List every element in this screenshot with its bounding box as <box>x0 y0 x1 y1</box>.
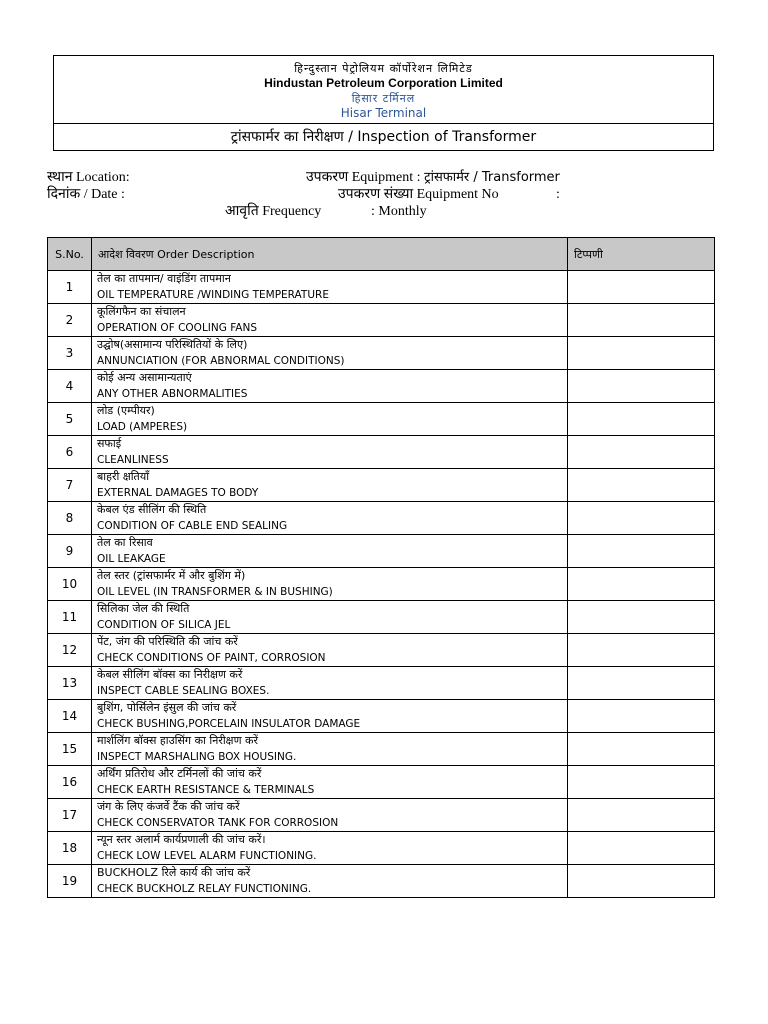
row-description-english: CHECK BUCKHOLZ RELAY FUNCTIONING. <box>97 883 312 895</box>
row-description-hindi: लोड (एम्पीयर) <box>97 404 155 417</box>
row-sno: 17 <box>48 799 92 832</box>
row-remarks-cell[interactable] <box>568 502 715 535</box>
row-description-english: LOAD (AMPERES) <box>97 421 188 433</box>
row-description <box>92 568 568 601</box>
terminal-name-hindi: हिसार टर्मिनल <box>351 92 416 105</box>
row-description-english: OPERATION OF COOLING FANS <box>97 322 257 334</box>
row-description <box>92 271 568 304</box>
row-description-english: ANY OTHER ABNORMALITIES <box>97 388 248 400</box>
table-row <box>48 601 715 634</box>
row-description-english: CONDITION OF CABLE END SEALING <box>97 520 288 532</box>
row-description-hindi: कोई अन्य असामान्यताएं <box>97 371 192 384</box>
row-remarks-cell[interactable] <box>568 799 715 832</box>
row-remarks-cell[interactable] <box>568 469 715 502</box>
row-sno: 14 <box>48 700 92 733</box>
row-description <box>92 436 568 469</box>
row-sno: 1 <box>48 271 92 304</box>
row-description-hindi: सफाई <box>97 437 122 450</box>
row-sno: 12 <box>48 634 92 667</box>
row-description-hindi: केबल एंड सीलिंग की स्थिति <box>97 503 207 516</box>
row-remarks-cell[interactable] <box>568 667 715 700</box>
equipment-no-label: उपकरण संख्या Equipment No <box>338 187 499 202</box>
row-description <box>92 304 568 337</box>
row-remarks-cell[interactable] <box>568 304 715 337</box>
equipment-field <box>306 170 560 186</box>
row-description-hindi: मार्शलिंग बॉक्स हाउसिंग का निरीक्षण करें <box>97 734 258 747</box>
organization-block <box>54 56 713 124</box>
row-description <box>92 469 568 502</box>
form-title: ट्रांसफार्मर का निरीक्षण / Inspection of Transformer <box>230 129 537 145</box>
row-remarks-cell[interactable] <box>568 766 715 799</box>
row-description <box>92 502 568 535</box>
row-description-english: CHECK EARTH RESISTANCE & TERMINALS <box>97 784 315 796</box>
terminal-name-english: Hisar Terminal <box>340 106 427 120</box>
row-remarks-cell[interactable] <box>568 832 715 865</box>
row-description-english: CHECK LOW LEVEL ALARM FUNCTIONING. <box>97 850 317 862</box>
row-description-english: CHECK BUSHING,PORCELAIN INSULATOR DAMAGE <box>97 718 361 730</box>
table-row <box>48 535 715 568</box>
row-description <box>92 766 568 799</box>
row-description-hindi: सिलिका जेल की स्थिति <box>97 602 190 615</box>
row-description-english: CHECK CONSERVATOR TANK FOR CORROSION <box>97 817 339 829</box>
row-sno: 8 <box>48 502 92 535</box>
row-description-hindi: अर्थिंग प्रतिरोध और टर्मिनलों की जांच करें <box>97 767 262 780</box>
row-description-english: OIL LEVEL (IN TRANSFORMER & IN BUSHING) <box>97 586 333 598</box>
header-sno: S.No. <box>48 238 92 271</box>
table-row <box>48 469 715 502</box>
row-description-hindi: बाहरी क्षतियाँ <box>97 470 150 483</box>
row-remarks-cell[interactable] <box>568 601 715 634</box>
row-remarks-cell[interactable] <box>568 700 715 733</box>
row-description-hindi: कूलिंगफैन का संचालन <box>97 305 186 318</box>
row-description-hindi: BUCKHOLZ रिले कार्य की जांच करें <box>97 866 251 879</box>
row-sno: 9 <box>48 535 92 568</box>
table-row <box>48 568 715 601</box>
row-description <box>92 865 568 898</box>
org-name-hindi: हिन्दुस्तान पेट्रोलियम कॉर्पोरेशन लिमिटेड <box>294 62 473 75</box>
row-sno: 18 <box>48 832 92 865</box>
row-sno: 5 <box>48 403 92 436</box>
row-remarks-cell[interactable] <box>568 733 715 766</box>
row-description <box>92 733 568 766</box>
row-sno: 7 <box>48 469 92 502</box>
frequency-value: : Monthly <box>371 204 427 219</box>
table-row <box>48 436 715 469</box>
table-row <box>48 766 715 799</box>
equipment-no-colon: : <box>556 187 560 202</box>
row-remarks-cell[interactable] <box>568 436 715 469</box>
table-row <box>48 304 715 337</box>
row-description-hindi: तेल का रिसाव <box>97 536 153 549</box>
row-description <box>92 370 568 403</box>
row-sno: 4 <box>48 370 92 403</box>
row-description-english: INSPECT MARSHALING BOX HOUSING. <box>97 751 297 763</box>
row-description <box>92 667 568 700</box>
table-header-row <box>48 238 715 271</box>
row-remarks-cell[interactable] <box>568 634 715 667</box>
table-row <box>48 799 715 832</box>
row-description-hindi: उद्घोष(असामान्य परिस्थितियों के लिए) <box>97 338 248 351</box>
row-sno: 10 <box>48 568 92 601</box>
row-description <box>92 337 568 370</box>
row-description-hindi: तेल का तापमान/ वाइंडिंग तापमान <box>97 272 231 285</box>
header-remarks: टिप्पणी <box>568 238 715 271</box>
row-description-hindi: तेल स्तर (ट्रांसफार्मर में और बुशिंग में) <box>97 569 246 582</box>
table-row <box>48 634 715 667</box>
row-sno: 15 <box>48 733 92 766</box>
row-description <box>92 799 568 832</box>
row-description-hindi: जंग के लिए कंजर्वे टैंक की जांच करें <box>97 800 240 813</box>
row-sno: 16 <box>48 766 92 799</box>
row-description-hindi: पेंट, जंग की परिस्थिति की जांच करें <box>97 635 238 648</box>
equipment-value: ट्रांसफार्मर / Transformer <box>424 170 560 185</box>
table-row <box>48 337 715 370</box>
table-row <box>48 700 715 733</box>
location-label: स्थान Location: <box>47 170 130 185</box>
date-label: दिनांक / Date : <box>47 187 125 202</box>
checklist-rows <box>48 271 715 898</box>
table-row <box>48 733 715 766</box>
org-name-english: Hindustan Petroleum Corporation Limited <box>264 76 503 90</box>
table-row <box>48 832 715 865</box>
table-row <box>48 370 715 403</box>
row-description-english: CLEANLINESS <box>97 454 169 466</box>
row-remarks-cell[interactable] <box>568 403 715 436</box>
row-description-english: OIL LEAKAGE <box>97 553 166 565</box>
row-description-english: INSPECT CABLE SEALING BOXES. <box>97 685 270 697</box>
row-description-hindi: केबल सीलिंग बॉक्स का निरीक्षण करें <box>97 668 243 681</box>
row-description-hindi: बुशिंग, पोर्सिलेन इंसुल की जांच करें <box>97 701 237 714</box>
row-description-english: EXTERNAL DAMAGES TO BODY <box>97 487 259 499</box>
table-row <box>48 667 715 700</box>
header-description: आदेश विवरण Order Description <box>92 238 568 271</box>
row-remarks-cell[interactable] <box>568 568 715 601</box>
row-remarks-cell[interactable] <box>568 370 715 403</box>
equipment-label: उपकरण Equipment : <box>306 170 421 185</box>
row-description <box>92 634 568 667</box>
table-row <box>48 865 715 898</box>
row-sno: 19 <box>48 865 92 898</box>
row-remarks-cell[interactable] <box>568 271 715 304</box>
row-sno: 3 <box>48 337 92 370</box>
row-description <box>92 700 568 733</box>
table-row <box>48 502 715 535</box>
row-description-english: OIL TEMPERATURE /WINDING TEMPERATURE <box>97 289 329 301</box>
row-description <box>92 832 568 865</box>
table-row <box>48 271 715 304</box>
inspection-checklist-table <box>47 237 715 898</box>
table-row <box>48 403 715 436</box>
row-description-english: CHECK CONDITIONS OF PAINT, CORROSION <box>97 652 326 664</box>
row-description <box>92 601 568 634</box>
row-sno: 13 <box>48 667 92 700</box>
row-remarks-cell[interactable] <box>568 337 715 370</box>
row-description <box>92 403 568 436</box>
row-description-hindi: न्यून स्तर अलार्म कार्यप्रणाली की जांच करें। <box>97 833 266 846</box>
row-sno: 11 <box>48 601 92 634</box>
form-header <box>53 55 714 151</box>
row-remarks-cell[interactable] <box>568 865 715 898</box>
frequency-label: आवृति Frequency <box>225 204 322 219</box>
row-description-english: CONDITION OF SILICA JEL <box>97 619 231 631</box>
row-remarks-cell[interactable] <box>568 535 715 568</box>
row-description-english: ANNUNCIATION (FOR ABNORMAL CONDITIONS) <box>97 355 345 367</box>
row-sno: 6 <box>48 436 92 469</box>
row-sno: 2 <box>48 304 92 337</box>
row-description <box>92 535 568 568</box>
